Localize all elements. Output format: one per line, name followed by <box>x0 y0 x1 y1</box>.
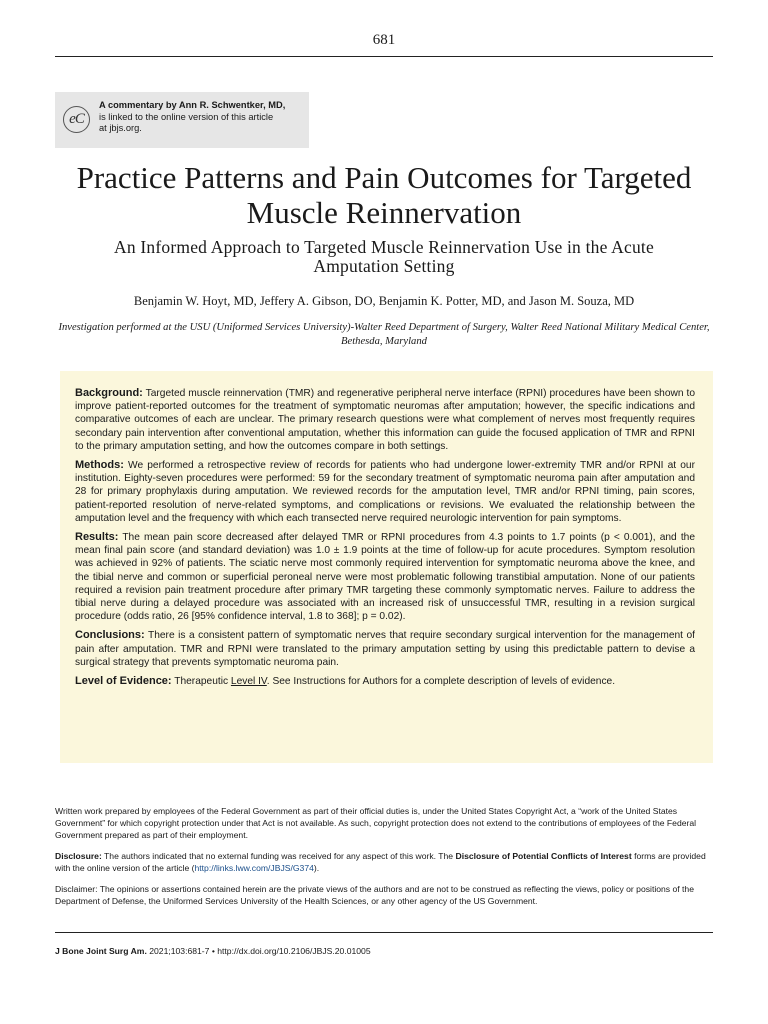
commentary-line-3: at jbjs.org. <box>99 123 142 133</box>
methods-text: We performed a retrospective review of records for patients who had undergone lower-extremity TMR and/or RPNI at our institution. Eighty-seven procedures were performed: 59 for the secondary treatment of symptomatic neuroma pain after amputation and 28 for primary prophylaxis during amputation. We reviewed records for the amputation level, TMR and/or RPNI timing, pain scores, patient-reported resolution of nerve-related symptoms, and complications or revisions. We evaluated the relationship between the amputation level and the frequency with which each transected nerve required neurologic intervention for pain symptoms. <box>75 460 695 524</box>
citation-footer <box>55 946 715 956</box>
article-notes <box>55 805 715 916</box>
article-title: Practice Patterns and Pain Outcomes for Targeted Muscle Reinnervation <box>76 160 692 230</box>
disclosure-end: ). <box>313 863 320 873</box>
top-divider <box>55 56 713 57</box>
disclosure-text: The authors indicated that no external funding was received for any aspect of this work. The <box>104 851 454 861</box>
commentary-line-2: is linked to the online version of this article <box>99 111 274 122</box>
commentary-box[interactable] <box>55 92 309 148</box>
abstract-conclusions <box>75 629 695 669</box>
citation: 2021;103:681-7 <box>149 946 210 956</box>
loe-suffix: . See Instructions for Authors for a complete description of levels of evidence. <box>266 676 616 688</box>
disclosure-bold: Disclosure of Potential Conflicts of Interest <box>455 851 632 861</box>
abstract-level-of-evidence <box>75 675 695 688</box>
abstract-box <box>60 371 713 763</box>
bullet-separator: • <box>211 946 215 956</box>
abstract-results <box>75 531 695 623</box>
abstract-methods <box>75 459 695 525</box>
loe-label: Level of Evidence: <box>75 675 172 688</box>
article-subtitle: An Informed Approach to Targeted Muscle Reinnervation Use in the Acute Amputation Setting <box>114 237 654 276</box>
disclosure-label: Disclosure: <box>55 851 102 861</box>
background-label: Background: <box>75 387 143 399</box>
ec-commentary-icon: eC <box>63 106 90 133</box>
level-iv-link[interactable]: Level IV <box>230 676 267 688</box>
author-list: Benjamin W. Hoyt, MD, Jeffery A. Gibson, DO, Benjamin K. Potter, MD, and Jason M. Souza, MD <box>133 294 635 308</box>
conclusions-text: There is a consistent pattern of symptomatic nerves that require secondary surgical intervention for the management of pain after amputation. TMR and RPNI were translated to the primary amputation setting by using this predictable pattern to devise a surgical strategy that prevents symptomatic neuroma pain. <box>75 630 695 668</box>
results-text: The mean pain score decreased after delayed TMR or RPNI procedures from 4.3 points to 1.7 points (p < 0.001), and the mean final pain score (and standard deviation) was 1.0 ± 1.9 points at the time of follow-up for acute procedures. Symptom resolution was achieved in 92% of patients. The sciatic nerve most commonly required intervention for symptomatic neuroma above the knee, and the tibial nerve and common or superficial peroneal nerve were most problematic following transtibial amputation. None of our patients required a revision pain treatment procedure after primary TMR targeting these commonly symptomatic nerves. Failure to address the tibial nerve during a delayed procedure was associated with an increased risk of unsuccessful TMR, resulting in a revision surgical procedure (odds ratio, 26 [95% confidence interval, 1.8 to 368]; p = 0.02). <box>75 532 695 623</box>
journal-name: J Bone Joint Surg Am. <box>55 946 147 956</box>
disclosure-note <box>55 850 715 874</box>
affiliation: Investigation performed at the USU (Uniformed Services University)-Walter Reed Department of Surgery, Walter Reed National Military Medical Center, Bethesda, Maryland <box>58 322 710 347</box>
commentary-line-1: A commentary by Ann R. Schwentker, MD, <box>99 100 286 110</box>
bottom-divider <box>55 932 713 933</box>
disclaimer-note: Disclaimer: The opinions or assertions contained herein are the private views of the authors and are not to be construed as reflecting the views, policy or positions of the Department of Defense, the Uniformed Services University of the Health Sciences, or any other agency of the US Government. <box>55 884 694 906</box>
results-label: Results: <box>75 531 119 544</box>
methods-label: Methods: <box>75 459 124 472</box>
disclosure-text-2: forms are provided with the online version of the article ( <box>55 851 706 873</box>
page-number: 681 <box>372 32 396 48</box>
abstract-background <box>75 387 695 453</box>
loe-prefix: Therapeutic <box>174 676 229 688</box>
doi-link[interactable]: http://dx.doi.org/10.2106/JBJS.20.01005 <box>217 946 371 956</box>
background-text: Targeted muscle reinnervation (TMR) and regenerative peripheral nerve interface (RPNI) procedures have been shown to improve patient-reported outcomes for the treatment of symptomatic neuromas after amputation; however, the specific indications and comparative outcomes of each are unclear. The primary research questions were what complement of nerves most frequently requires secondary pain intervention after conventional amputation, whether this information can guide the focused application of TMR and RPNI to the primary amputation setting, and how the outcomes compare in both settings. <box>75 388 695 452</box>
conclusions-label: Conclusions: <box>75 629 145 642</box>
disclosure-link[interactable]: http://links.lww.com/JBJS/G374 <box>194 863 314 873</box>
copyright-note: Written work prepared by employees of the Federal Government as part of their official duties is, under the United States Copyright Act, a “work of the United States Government” for which copyright protection under that Act is not available. As such, copyright protection does not extend to the contributions of employees of the Federal Government prepared as part of their employment. <box>55 806 697 840</box>
